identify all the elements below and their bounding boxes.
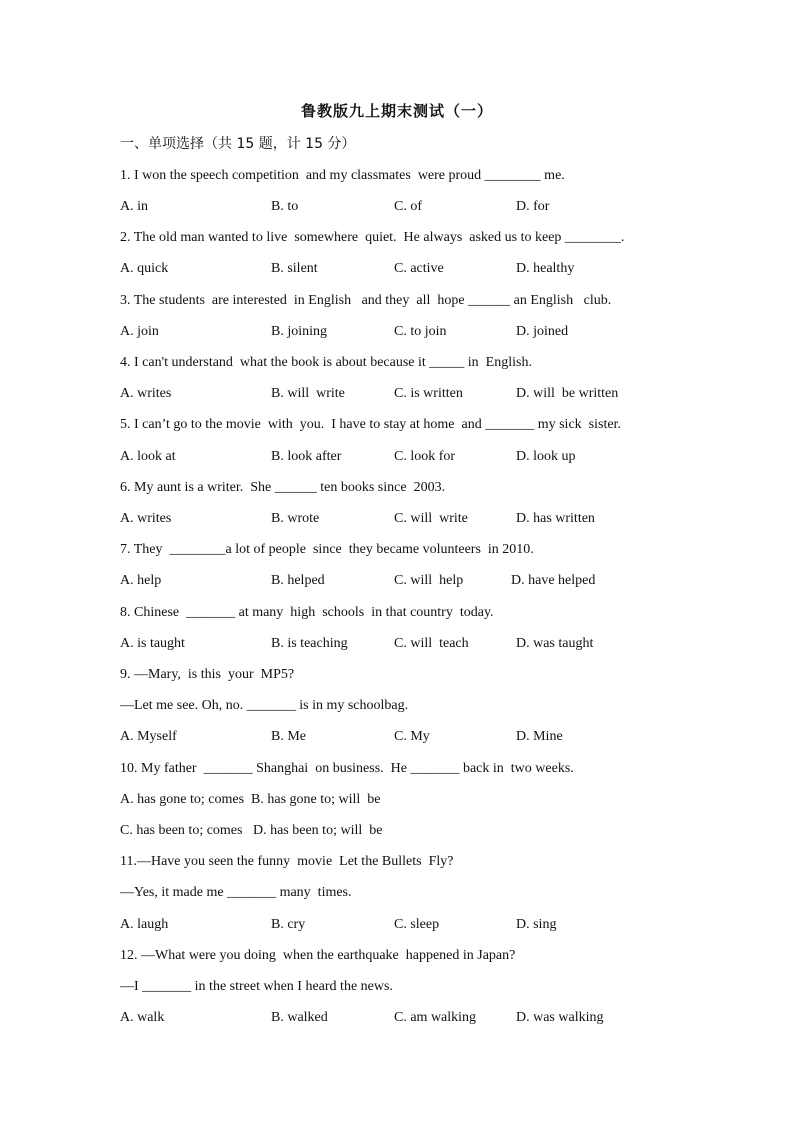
option-b: B. joining <box>271 324 328 339</box>
option-line-2: C. has been to; comes D. has been to; will be <box>120 823 383 838</box>
option-a: A. look at <box>120 449 176 464</box>
option-d: D. Mine <box>516 729 563 744</box>
option-b: B. to <box>271 199 299 214</box>
option-b: B. wrote <box>271 511 320 526</box>
option-a: A. join <box>120 324 159 339</box>
question-stem: 1. I won the speech competition and my classmates were proud ________ me. <box>120 168 565 183</box>
option-a: A. is taught <box>120 636 185 651</box>
page-title: 鲁教版九上期末测试（一） <box>300 102 493 120</box>
option-c: C. of <box>394 199 422 214</box>
option-d: D. look up <box>516 449 576 464</box>
question-stem: 3. The students are interested in English and they all hope ______ an English club. <box>120 293 612 308</box>
question-stem: 7. They ________a lot of people since they became volunteers in 2010. <box>120 542 534 557</box>
question-stem-line-2: —Yes, it made me _______ many times. <box>120 885 352 900</box>
option-d: D. joined <box>516 324 569 339</box>
question-stem: 6. My aunt is a writer. She ______ ten books since 2003. <box>120 480 446 495</box>
option-b: B. helped <box>271 573 325 588</box>
question-stem: 5. I can’t go to the movie with you. I have to stay at home and _______ my sick sister. <box>120 417 621 432</box>
option-c: C. am walking <box>394 1010 477 1025</box>
option-a: A. writes <box>120 386 172 401</box>
option-d: D. for <box>516 199 550 214</box>
option-b: B. silent <box>271 261 318 276</box>
option-b: B. look after <box>271 449 342 464</box>
option-a: A. quick <box>120 261 169 276</box>
question-stem-line-2: —Let me see. Oh, no. _______ is in my schoolbag. <box>120 698 409 713</box>
option-b: B. is teaching <box>271 636 348 651</box>
option-d: D. has written <box>516 511 595 526</box>
question-stem: 12. —What were you doing when the earthquake happened in Japan? <box>120 948 516 963</box>
option-c: C. is written <box>394 386 463 401</box>
option-a: A. writes <box>120 511 172 526</box>
option-c: C. active <box>394 261 444 276</box>
option-a: A. help <box>120 573 162 588</box>
option-d: D. have helped <box>511 573 596 588</box>
section-heading: 一、单项选择（共 15 题，计 15 分） <box>120 136 356 152</box>
question-stem: 8. Chinese _______ at many high schools in that country today. <box>120 605 494 620</box>
option-c: C. will write <box>394 511 468 526</box>
option-c: C. My <box>394 729 430 744</box>
option-c: C. will help <box>394 573 464 588</box>
option-c: C. sleep <box>394 917 440 932</box>
option-a: A. Myself <box>120 729 177 744</box>
question-stem: 4. I can't understand what the book is about because it _____ in English. <box>120 355 532 370</box>
option-c: C. will teach <box>394 636 469 651</box>
question-stem-line-2: —I _______ in the street when I heard the news. <box>120 979 393 994</box>
question-stem: 10. My father _______ Shanghai on business. He _______ back in two weeks. <box>120 761 574 776</box>
option-d: D. was taught <box>516 636 594 651</box>
question-stem: 2. The old man wanted to live somewhere quiet. He always asked us to keep ________. <box>120 230 625 245</box>
option-b: B. Me <box>271 729 306 744</box>
option-b: B. walked <box>271 1010 328 1025</box>
question-stem: 11.—Have you seen the funny movie Let the Bullets Fly? <box>120 854 454 869</box>
option-line-1: A. has gone to; comes B. has gone to; will be <box>120 792 381 807</box>
option-d: D. will be written <box>516 386 619 401</box>
option-a: A. in <box>120 199 148 214</box>
option-d: D. was walking <box>516 1010 604 1025</box>
option-d: D. healthy <box>516 261 575 276</box>
option-c: C. to join <box>394 324 447 339</box>
option-a: A. laugh <box>120 917 169 932</box>
option-d: D. sing <box>516 917 557 932</box>
option-b: B. will write <box>271 386 345 401</box>
question-stem: 9. —Mary, is this your MP5? <box>120 667 295 682</box>
option-c: C. look for <box>394 449 456 464</box>
option-a: A. walk <box>120 1010 165 1025</box>
option-b: B. cry <box>271 917 306 932</box>
